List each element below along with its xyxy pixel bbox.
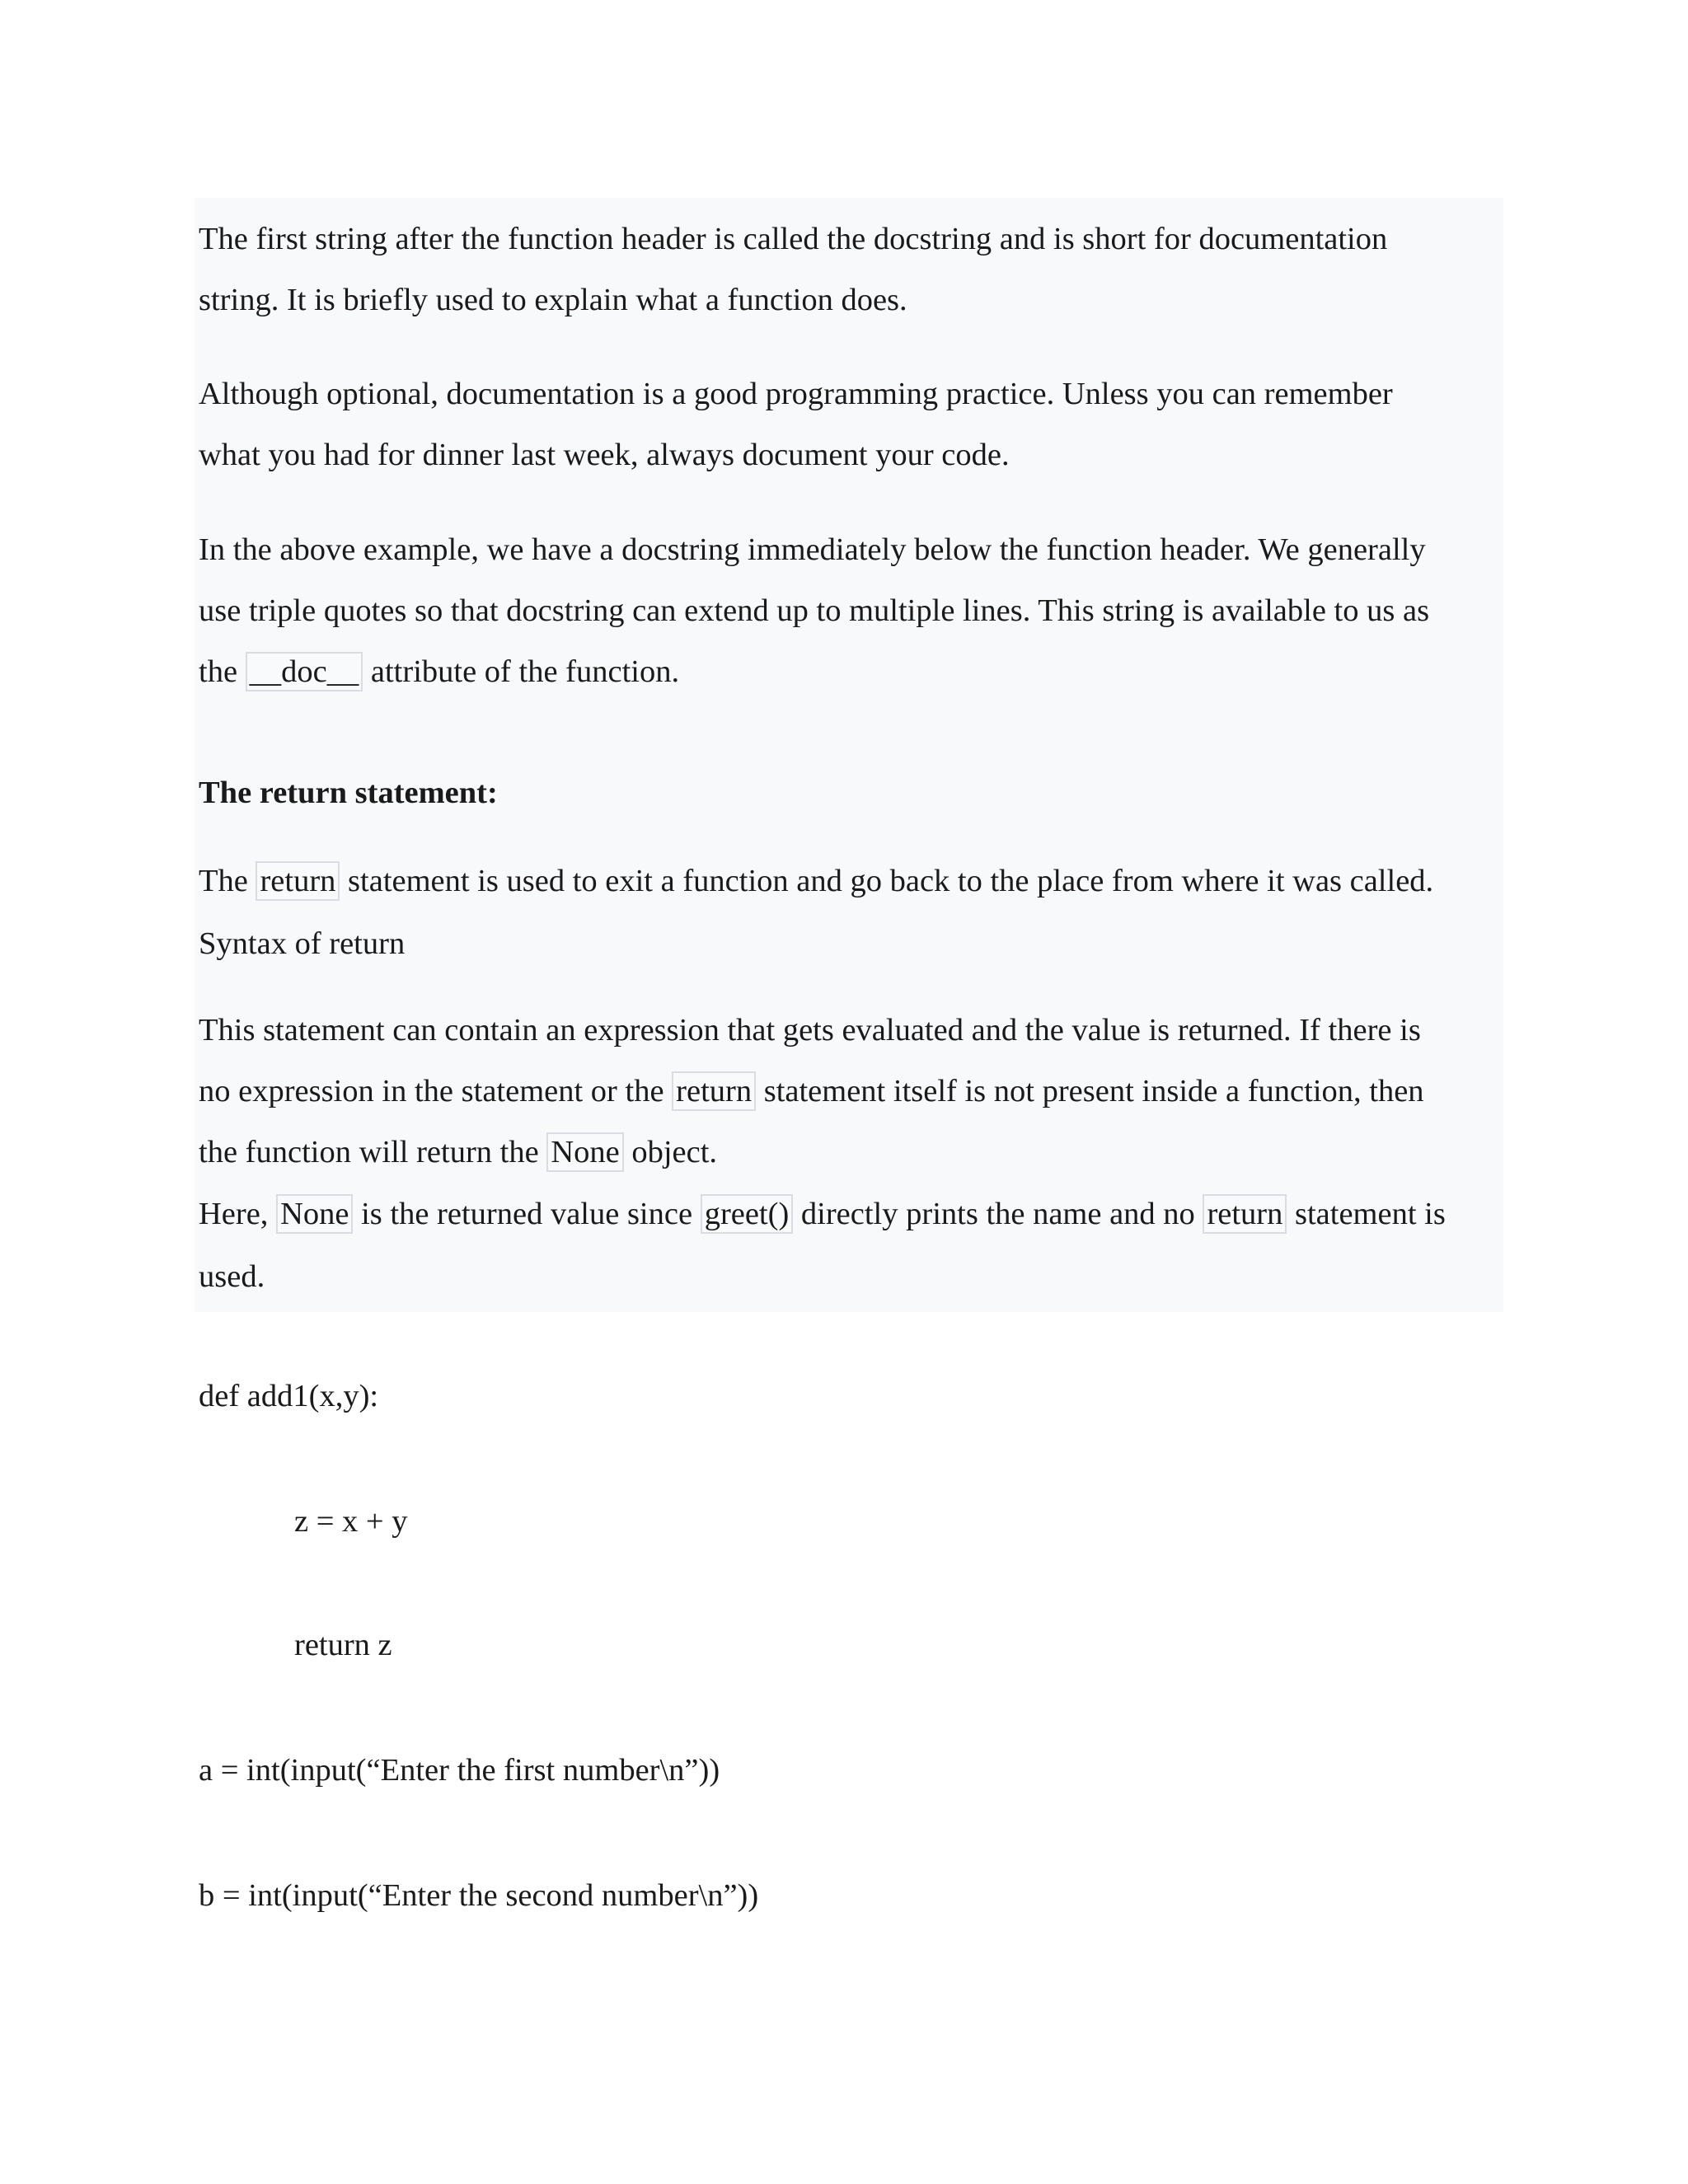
code-line-def-add1: def add1(x,y): (199, 1379, 379, 1413)
text-segment: the function will return the (199, 1135, 539, 1169)
paragraph-docstring-intro-line-1: The first string after the function header is called the docstring and is short for documentation (199, 222, 1388, 256)
paragraph-docstring-example-line-2: use triple quotes so that docstring can extend up to multiple lines. This string is available to us as (199, 593, 1430, 628)
inline-code-return: return (256, 861, 340, 901)
paragraph-return-syntax-label: Syntax of return (199, 926, 406, 961)
text-segment: statement itself is not present inside a function, then (763, 1074, 1424, 1108)
text-segment: no expression in the statement or the (199, 1074, 664, 1108)
inline-code-none: None (546, 1132, 623, 1172)
inline-code-return: return (672, 1071, 756, 1111)
text-segment: Here, (199, 1197, 269, 1231)
text-segment: directly prints the name and no (800, 1197, 1195, 1231)
inline-code-doc: __doc__ (246, 652, 363, 691)
code-line-input-b: b = int(input(“Enter the second number\n”)) (199, 1878, 759, 1913)
text-segment: the (199, 654, 238, 689)
paragraph-docstring-example-line-3 (199, 641, 679, 702)
text-segment: object. (631, 1135, 718, 1169)
text-segment: The (199, 864, 248, 898)
text-segment: statement is used to exit a function and go back to the place from where it was called. (348, 864, 1434, 898)
inline-code-return: return (1203, 1194, 1287, 1234)
inline-code-none: None (276, 1194, 353, 1234)
paragraph-greet-example-line-2: used. (199, 1259, 265, 1294)
paragraph-return-expression-line-1: This statement can contain an expression that gets evaluated and the value is returned. If there is (199, 1013, 1421, 1047)
text-segment: is the returned value since (361, 1197, 693, 1231)
paragraph-documentation-practice-line-1: Although optional, documentation is a good programming practice. Unless you can remember (199, 377, 1393, 411)
text-segment: attribute of the function. (370, 654, 680, 689)
paragraph-return-definition-line-1 (199, 851, 1433, 912)
paragraph-greet-example-line-1 (199, 1183, 1446, 1244)
text-segment: statement is (1295, 1197, 1446, 1231)
paragraph-return-expression-line-2 (199, 1061, 1424, 1122)
inline-code-greet: greet() (701, 1194, 794, 1234)
code-line-z-assignment: z = x + y (294, 1504, 408, 1539)
code-line-return-z: return z (294, 1628, 392, 1662)
code-line-input-a: a = int(input(“Enter the first number\n”)) (199, 1753, 720, 1788)
paragraph-documentation-practice-line-2: what you had for dinner last week, always document your code. (199, 438, 1010, 472)
section-heading-return-statement: The return statement: (199, 776, 498, 810)
paragraph-docstring-example-line-1: In the above example, we have a docstring immediately below the function header. We generally (199, 532, 1426, 567)
paragraph-return-expression-line-3 (199, 1122, 717, 1183)
paragraph-docstring-intro-line-2: string. It is briefly used to explain what a function does. (199, 283, 907, 317)
